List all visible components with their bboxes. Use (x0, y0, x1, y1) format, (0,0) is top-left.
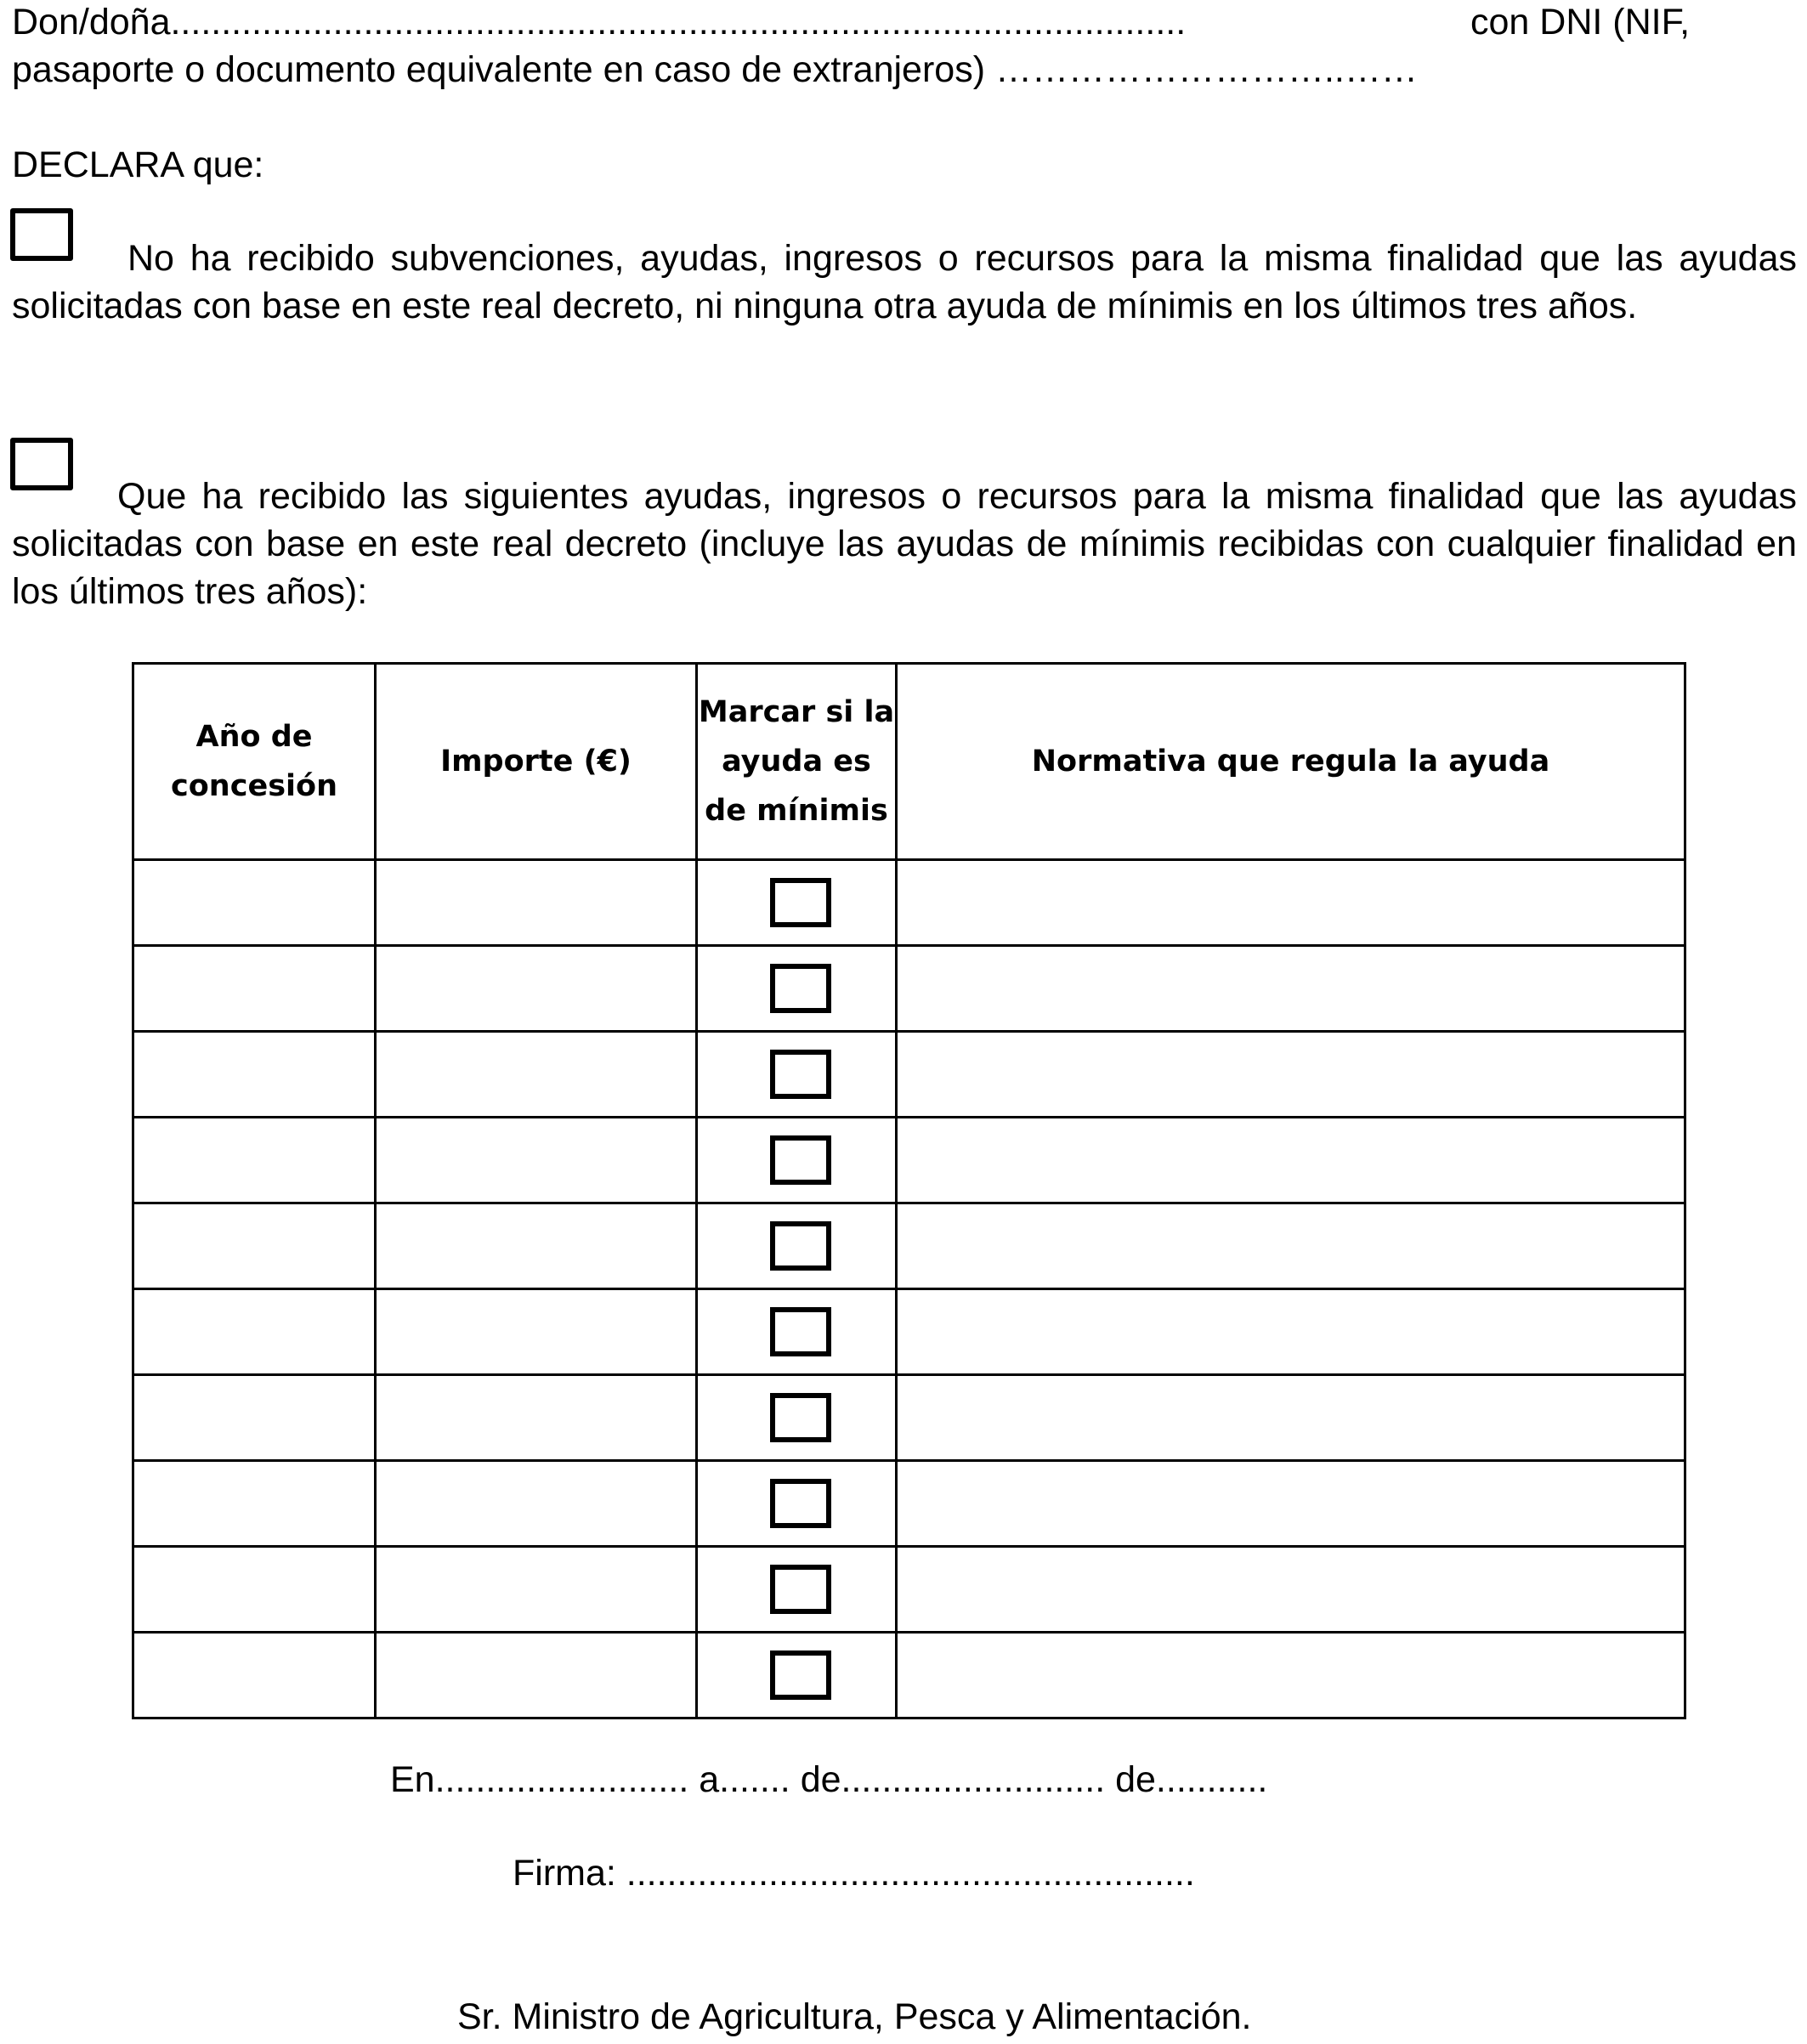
cell-amount[interactable] (376, 946, 697, 1032)
cell-regulation[interactable] (897, 1118, 1685, 1203)
cell-year[interactable] (133, 1633, 376, 1718)
cell-deminimis[interactable] (697, 1203, 897, 1289)
option2-text: Que ha recibido las siguientes ayudas, ingresos o recursos para la misma finalidad que las ayudas solicitadas con base en este real decreto (incluye las ayudas de mínimis recibidas con cualquier finalidad en los últimos tres años): (12, 476, 1797, 612)
aid-table (132, 662, 1686, 1719)
cell-regulation[interactable] (897, 1032, 1685, 1118)
table-row (133, 946, 1685, 1032)
document-line[interactable]: pasaporte o documento equivalente en caso de extranjeros) ………………………..…… (12, 49, 1418, 90)
cell-year[interactable] (133, 1118, 376, 1203)
cell-year[interactable] (133, 1203, 376, 1289)
addressee: Sr. Ministro de Agricultura, Pesca y Alimentación. (457, 1996, 1252, 2037)
deminimis-checkbox[interactable] (770, 964, 831, 1013)
cell-year[interactable] (133, 1032, 376, 1118)
cell-year[interactable] (133, 946, 376, 1032)
cell-year[interactable] (133, 860, 376, 946)
cell-regulation[interactable] (897, 1461, 1685, 1547)
cell-amount[interactable] (376, 1203, 697, 1289)
cell-amount[interactable] (376, 860, 697, 946)
table-row (133, 1547, 1685, 1633)
dni-label: con DNI (NIF, (1470, 2, 1691, 42)
signature-line[interactable]: Firma: ........................................................ (513, 1853, 1195, 1894)
cell-amount[interactable] (376, 1461, 697, 1547)
header-deminimis: Marcar si la ayuda es de mínimis (697, 664, 897, 860)
deminimis-checkbox[interactable] (770, 1650, 831, 1700)
declara-label: DECLARA que: (12, 144, 264, 185)
table-row (133, 860, 1685, 946)
cell-regulation[interactable] (897, 1375, 1685, 1461)
table-row (133, 1032, 1685, 1118)
cell-regulation[interactable] (897, 946, 1685, 1032)
cell-year[interactable] (133, 1461, 376, 1547)
deminimis-checkbox[interactable] (770, 1050, 831, 1099)
cell-year[interactable] (133, 1547, 376, 1633)
cell-deminimis[interactable] (697, 1032, 897, 1118)
table-row (133, 1375, 1685, 1461)
table-header-row (133, 664, 1685, 860)
cell-regulation[interactable] (897, 1633, 1685, 1718)
cell-deminimis[interactable] (697, 1547, 897, 1633)
place-date-line[interactable]: En......................... a....... de.......................... de........... (390, 1759, 1268, 1800)
header-regulation: Normativa que regula la ayuda (897, 664, 1685, 860)
cell-regulation[interactable] (897, 1203, 1685, 1289)
cell-amount[interactable] (376, 1547, 697, 1633)
cell-amount[interactable] (376, 1633, 697, 1718)
table-row (133, 1203, 1685, 1289)
cell-deminimis[interactable] (697, 1375, 897, 1461)
deminimis-checkbox[interactable] (770, 1221, 831, 1271)
name-field[interactable]: Don/doña.................................................................................................... (12, 2, 1187, 42)
cell-amount[interactable] (376, 1118, 697, 1203)
cell-deminimis[interactable] (697, 1289, 897, 1375)
table-row (133, 1633, 1685, 1718)
cell-amount[interactable] (376, 1289, 697, 1375)
deminimis-checkbox[interactable] (770, 1393, 831, 1442)
deminimis-checkbox[interactable] (770, 1479, 831, 1528)
table-row (133, 1118, 1685, 1203)
cell-year[interactable] (133, 1289, 376, 1375)
cell-regulation[interactable] (897, 1547, 1685, 1633)
cell-deminimis[interactable] (697, 1633, 897, 1718)
cell-regulation[interactable] (897, 1289, 1685, 1375)
option1-text: No ha recibido subvenciones, ayudas, ingresos o recursos para la misma finalidad que las ayudas solicitadas con base en este real decreto, ni ninguna otra ayuda de mínimis en los últimos tres años. (12, 238, 1797, 326)
table-row (133, 1289, 1685, 1375)
cell-amount[interactable] (376, 1375, 697, 1461)
cell-regulation[interactable] (897, 860, 1685, 946)
deminimis-checkbox[interactable] (770, 1307, 831, 1356)
cell-year[interactable] (133, 1375, 376, 1461)
cell-deminimis[interactable] (697, 1461, 897, 1547)
cell-deminimis[interactable] (697, 1118, 897, 1203)
deminimis-checkbox[interactable] (770, 1565, 831, 1614)
header-year: Año de concesión (133, 664, 376, 860)
aid-table-body (133, 860, 1685, 1718)
deminimis-checkbox[interactable] (770, 878, 831, 927)
table-row (133, 1461, 1685, 1547)
cell-deminimis[interactable] (697, 860, 897, 946)
cell-deminimis[interactable] (697, 946, 897, 1032)
deminimis-checkbox[interactable] (770, 1135, 831, 1185)
header-amount: Importe (€) (376, 664, 697, 860)
cell-amount[interactable] (376, 1032, 697, 1118)
